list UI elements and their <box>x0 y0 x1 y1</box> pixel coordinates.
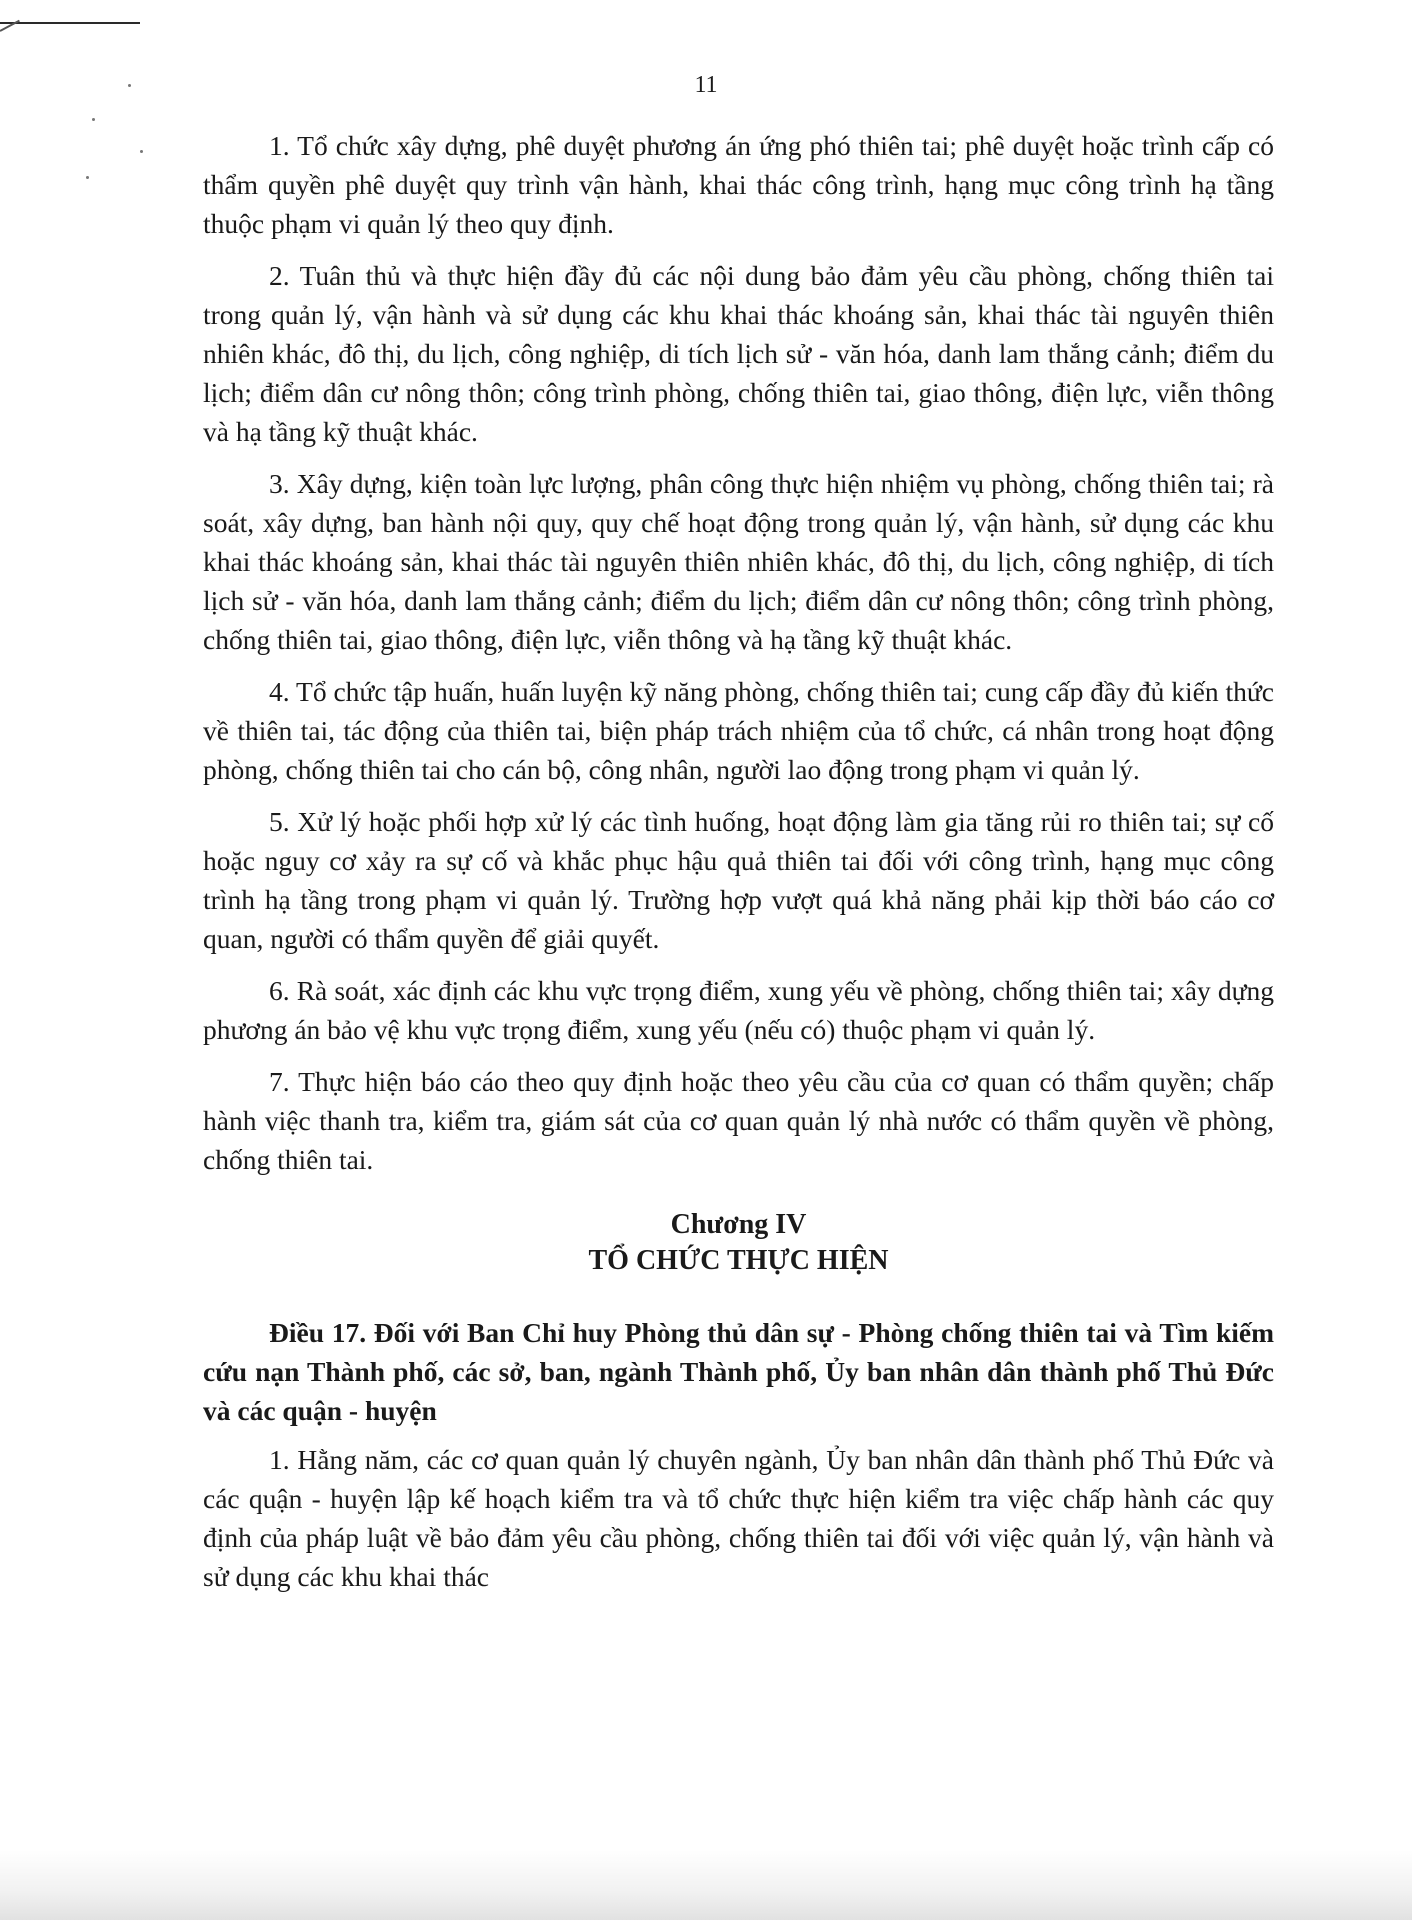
clause-paragraph: 5. Xử lý hoặc phối hợp xử lý các tình huống, hoạt động làm gia tăng rủi ro thiên tai; sự cố hoặc nguy cơ xảy ra sự cố và khắc phục hậu quả thiên tai đối với công trình, hạng mục công trình hạ tầng trong phạm vi quản lý. Trường hợp vượt quá khả năng phải kịp thời báo cáo cơ quan, người có thẩm quyền để giải quyết. <box>203 806 1274 954</box>
scan-margin-line <box>0 22 140 24</box>
chapter-title: TỔ CHỨC THỰC HIỆN <box>588 1245 889 1276</box>
page-number: 11 <box>694 72 718 98</box>
document-body <box>203 126 1274 1609</box>
article-paragraph: 1. Hằng năm, các cơ quan quản lý chuyên ngành, Ủy ban nhân dân thành phố Thủ Đức và các quận - huyện lập kế hoạch kiểm tra và tổ chức thực hiện kiểm tra việc chấp hành các quy định của pháp luật về bảo đảm yêu cầu phòng, chống thiên tai đối với việc quản lý, vận hành và sử dụng các khu khai thác <box>203 1444 1274 1592</box>
clause-paragraph: 1. Tổ chức xây dựng, phê duyệt phương án ứng phó thiên tai; phê duyệt hoặc trình cấp có thẩm quyền phê duyệt quy trình vận hành, khai thác công trình, hạng mục công trình hạ tầng thuộc phạm vi quản lý theo quy định. <box>203 130 1274 239</box>
scan-speck <box>140 150 143 153</box>
scan-speck <box>92 118 95 121</box>
scan-bottom-shadow <box>0 1850 1412 1920</box>
clause-paragraph: 3. Xây dựng, kiện toàn lực lượng, phân công thực hiện nhiệm vụ phòng, chống thiên tai; rà soát, xây dựng, ban hành nội quy, quy chế hoạt động trong quản lý, vận hành, sử dụng các khu khai thác khoáng sản, khai thác tài nguyên thiên nhiên khác, đô thị, du lịch, công nghiệp, di tích lịch sử - văn hóa, danh lam thắng cảnh; điểm du lịch; điểm dân cư nông thôn; công trình phòng, chống thiên tai, giao thông, điện lực, viễn thông và hạ tầng kỹ thuật khác. <box>203 468 1274 655</box>
article-heading: Điều 17. Đối với Ban Chỉ huy Phòng thủ dân sự - Phòng chống thiên tai và Tìm kiếm cứu nạn Thành phố, các sở, ban, ngành Thành phố, Ủy ban nhân dân thành phố Thủ Đức và các quận - huyện <box>203 1317 1274 1426</box>
clause-paragraph: 7. Thực hiện báo cáo theo quy định hoặc theo yêu cầu của cơ quan có thẩm quyền; chấp hành việc thanh tra, kiểm tra, giám sát của cơ quan quản lý nhà nước có thẩm quyền về phòng, chống thiên tai. <box>203 1066 1274 1175</box>
clause-paragraph: 6. Rà soát, xác định các khu vực trọng điểm, xung yếu về phòng, chống thiên tai; xây dựng phương án bảo vệ khu vực trọng điểm, xung yếu (nếu có) thuộc phạm vi quản lý. <box>203 975 1274 1045</box>
scan-speck <box>86 176 89 179</box>
clause-paragraph: 2. Tuân thủ và thực hiện đầy đủ các nội dung bảo đảm yêu cầu phòng, chống thiên tai trong quản lý, vận hành và sử dụng các khu khai thác khoáng sản, khai thác tài nguyên thiên nhiên khác, đô thị, du lịch, công nghiệp, di tích lịch sử - văn hóa, danh lam thắng cảnh; điểm du lịch; điểm dân cư nông thôn; công trình phòng, chống thiên tai, giao thông, điện lực, viễn thông và hạ tầng kỹ thuật khác. <box>203 260 1274 447</box>
chapter-label: Chương IV <box>670 1209 807 1240</box>
clause-paragraph: 4. Tổ chức tập huấn, huấn luyện kỹ năng phòng, chống thiên tai; cung cấp đầy đủ kiến thức về thiên tai, tác động của thiên tai, biện pháp trách nhiệm của tổ chức, cá nhân trong hoạt động phòng, chống thiên tai cho cán bộ, công nhân, người lao động trong phạm vi quản lý. <box>203 676 1274 785</box>
